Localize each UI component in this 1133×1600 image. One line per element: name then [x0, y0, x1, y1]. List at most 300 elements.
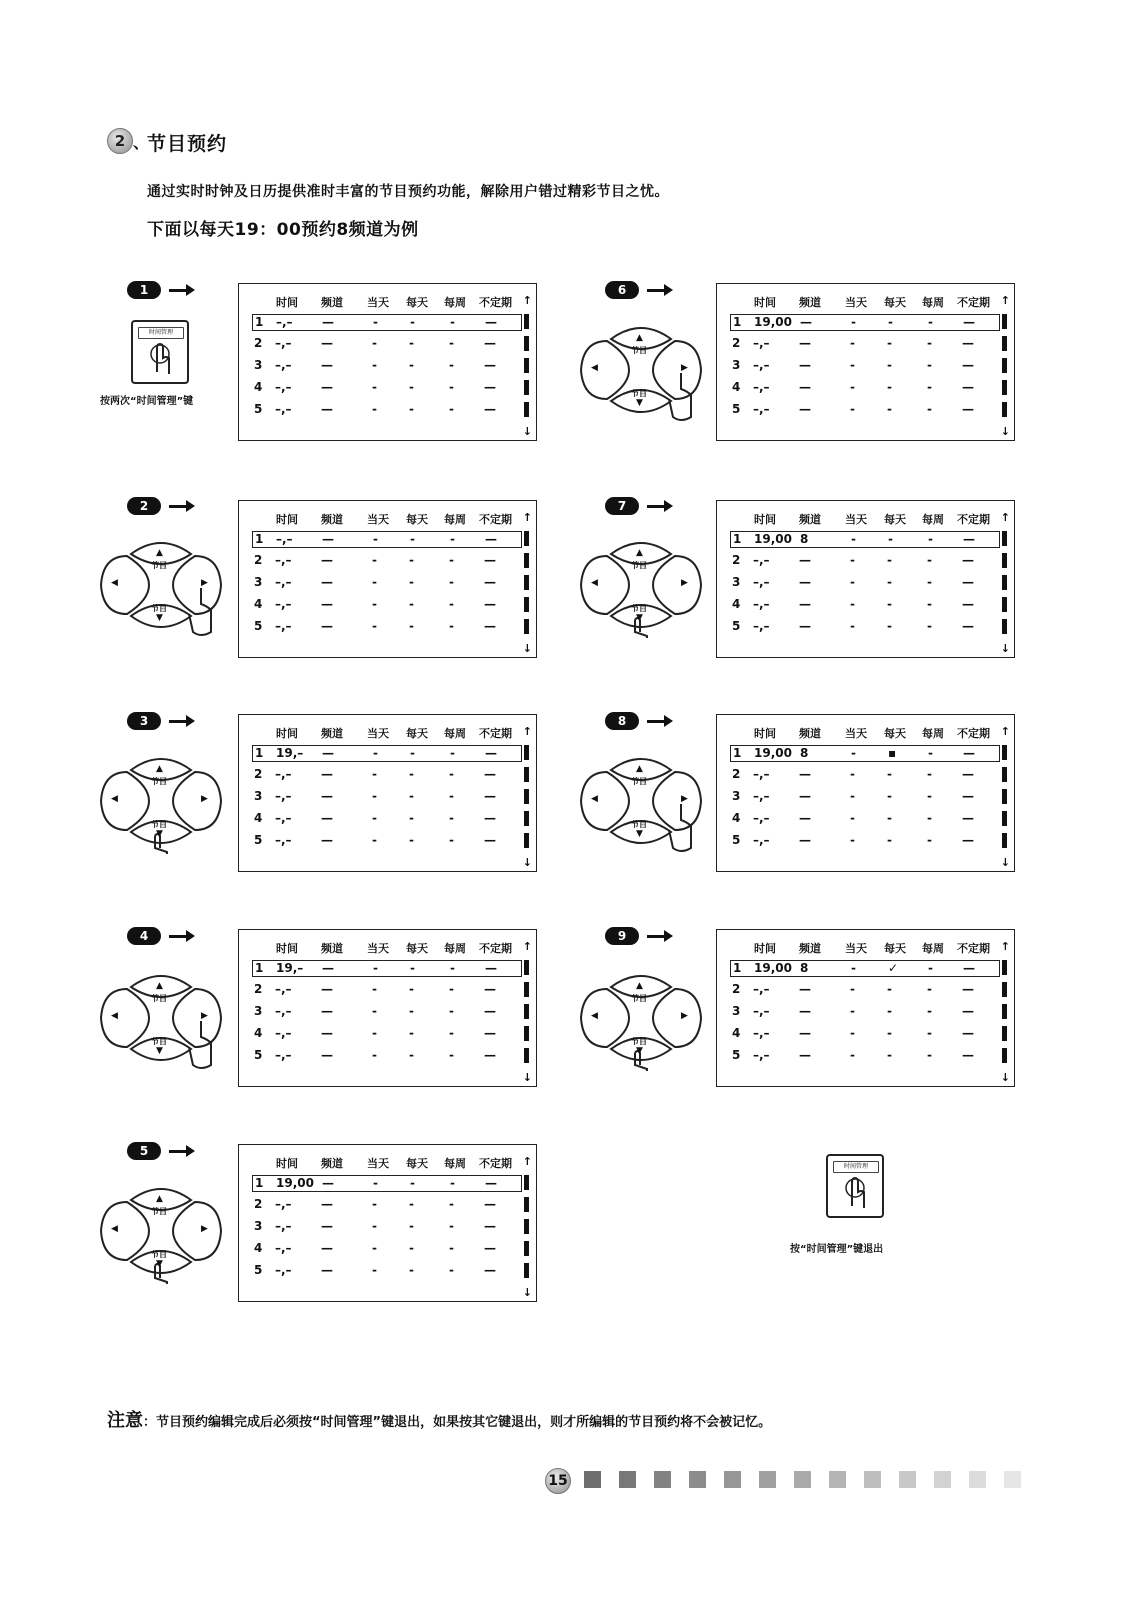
schedule-cell: - [850, 1048, 855, 1062]
schedule-cell: - [887, 380, 892, 394]
right-arrow-icon: ▶ [201, 578, 208, 588]
direction-pad[interactable] [577, 965, 705, 1071]
column-header: 当天 [367, 1157, 389, 1170]
schedule-row [717, 358, 1007, 378]
schedule-row [252, 1175, 522, 1192]
program-schedule-screen [716, 283, 1015, 441]
schedule-cell: — [484, 597, 496, 611]
pad-down-label: 节目 [631, 1037, 647, 1046]
column-header: 每周 [922, 296, 944, 309]
pad-right-button[interactable] [173, 1202, 221, 1260]
direction-pad[interactable] [577, 317, 705, 423]
footer-square [829, 1471, 846, 1488]
column-header: 当天 [367, 513, 389, 526]
schedule-cell: — [962, 553, 974, 567]
schedule-cell: - [449, 575, 454, 589]
pad-right-button[interactable] [173, 556, 221, 614]
scroll-up-icon: ↑ [522, 940, 532, 953]
schedule-cell: - [409, 767, 414, 781]
schedule-cell: - [887, 358, 892, 372]
schedule-cell: — [799, 1026, 811, 1040]
schedule-cell: - [450, 746, 455, 760]
schedule-cell: 4 [254, 380, 263, 394]
direction-pad[interactable] [577, 532, 705, 638]
pointing-finger-icon [828, 1156, 882, 1216]
up-arrow-icon: ▲ [636, 548, 643, 558]
schedule-cell: 3 [254, 1004, 263, 1018]
schedule-row [252, 960, 522, 977]
schedule-cell: - [928, 532, 933, 546]
column-header: 不定期 [957, 942, 990, 955]
down-arrow-icon: ▼ [156, 1046, 163, 1056]
scrollbar-segment [1002, 960, 1007, 975]
schedule-cell: - [449, 1048, 454, 1062]
schedule-cell: –,– [275, 1026, 292, 1040]
step-label [605, 927, 675, 947]
schedule-cell: - [927, 767, 932, 781]
schedule-cell: –,– [753, 597, 770, 611]
pad-left-button[interactable] [101, 772, 149, 830]
schedule-cell: –,– [753, 619, 770, 633]
program-schedule-screen [238, 1144, 537, 1302]
schedule-cell: - [927, 575, 932, 589]
schedule-cell: –,– [275, 982, 292, 996]
pointing-finger-icon [133, 322, 187, 382]
schedule-cell: –,– [275, 619, 292, 633]
pad-left-button[interactable] [101, 989, 149, 1047]
column-header: 时间 [276, 513, 298, 526]
schedule-cell: 1 [255, 532, 264, 546]
schedule-cell: ✓ [888, 961, 899, 975]
schedule-cell: 5 [254, 1263, 263, 1277]
column-header: 频道 [321, 942, 343, 955]
schedule-cell: - [409, 1263, 414, 1277]
section-title: 节目预约 [147, 133, 228, 155]
up-arrow-icon: ▲ [636, 981, 643, 991]
schedule-cell: - [409, 358, 414, 372]
schedule-cell: - [409, 982, 414, 996]
schedule-cell: 5 [732, 833, 741, 847]
pad-right-button[interactable] [173, 989, 221, 1047]
schedule-cell: — [484, 811, 496, 825]
schedule-cell: 3 [254, 575, 263, 589]
schedule-cell: — [485, 1176, 497, 1190]
schedule-cell: — [963, 961, 975, 975]
schedule-cell: — [321, 811, 333, 825]
schedule-cell: - [410, 315, 415, 329]
pad-down-label: 节目 [151, 1250, 167, 1259]
column-header: 时间 [754, 296, 776, 309]
schedule-row [239, 575, 529, 595]
step-label [605, 712, 675, 732]
schedule-cell: - [372, 619, 377, 633]
schedule-cell: - [851, 315, 856, 329]
schedule-cell: - [449, 380, 454, 394]
step-number: 4 [127, 927, 161, 945]
schedule-row [717, 597, 1007, 617]
footer-square [759, 1471, 776, 1488]
up-arrow-icon: ▲ [156, 981, 163, 991]
schedule-cell: - [927, 619, 932, 633]
pad-up-label: 节目 [151, 1207, 167, 1216]
schedule-cell: - [449, 597, 454, 611]
schedule-cell: - [887, 1026, 892, 1040]
column-header: 每天 [406, 727, 428, 740]
schedule-cell: - [449, 619, 454, 633]
schedule-cell: 2 [254, 982, 263, 996]
pad-up-label: 节目 [151, 561, 167, 570]
schedule-cell: — [799, 833, 811, 847]
scroll-down-icon: ↓ [1000, 856, 1010, 869]
schedule-row [239, 1004, 529, 1024]
schedule-cell: — [962, 1004, 974, 1018]
schedule-cell: — [485, 961, 497, 975]
schedule-cell: - [850, 1004, 855, 1018]
schedule-cell: - [887, 336, 892, 350]
schedule-cell: - [850, 597, 855, 611]
schedule-cell: 2 [254, 553, 263, 567]
left-arrow-icon: ◀ [591, 1011, 598, 1021]
column-header: 当天 [845, 727, 867, 740]
step-arrow-icon [169, 505, 187, 508]
schedule-row [717, 767, 1007, 787]
column-header: 当天 [845, 513, 867, 526]
step-label [127, 281, 197, 301]
column-header: 时间 [754, 513, 776, 526]
schedule-cell: — [963, 315, 975, 329]
schedule-cell: –,– [275, 597, 292, 611]
schedule-cell: — [321, 767, 333, 781]
step-arrow-icon [647, 935, 665, 938]
schedule-cell: — [963, 532, 975, 546]
scroll-down-icon: ↓ [522, 642, 532, 655]
schedule-cell: - [888, 315, 893, 329]
pad-down-label: 节目 [151, 1037, 167, 1046]
step-number: 9 [605, 927, 639, 945]
schedule-cell: — [799, 789, 811, 803]
schedule-cell: –,– [275, 1004, 292, 1018]
schedule-cell: - [373, 315, 378, 329]
scroll-down-icon: ↓ [1000, 425, 1010, 438]
pad-down-label: 节目 [151, 820, 167, 829]
schedule-cell: — [799, 402, 811, 416]
schedule-row [717, 1026, 1007, 1046]
scrollbar-segment [524, 314, 529, 329]
schedule-cell: 1 [733, 532, 742, 546]
schedule-row [239, 811, 529, 831]
column-header: 时间 [276, 1157, 298, 1170]
column-header: 频道 [799, 296, 821, 309]
schedule-cell: 3 [732, 358, 741, 372]
schedule-cell: - [449, 789, 454, 803]
schedule-cell: — [321, 1197, 333, 1211]
schedule-cell: 19,00 [276, 1176, 314, 1190]
scroll-down-icon: ↓ [522, 856, 532, 869]
schedule-cell: - [927, 553, 932, 567]
schedule-cell: - [373, 532, 378, 546]
schedule-cell: 5 [254, 619, 263, 633]
schedule-cell: - [887, 1004, 892, 1018]
schedule-cell: - [927, 380, 932, 394]
schedule-cell: — [484, 553, 496, 567]
schedule-cell: - [449, 767, 454, 781]
schedule-row [730, 314, 1000, 331]
schedule-cell: 2 [732, 767, 741, 781]
schedule-cell: –,– [753, 380, 770, 394]
pad-right-button[interactable] [653, 341, 701, 399]
schedule-cell: - [850, 553, 855, 567]
schedule-cell: 2 [254, 336, 263, 350]
right-arrow-icon: ▶ [201, 1011, 208, 1021]
schedule-cell: — [962, 358, 974, 372]
schedule-cell: - [449, 811, 454, 825]
up-arrow-icon: ▲ [156, 1194, 163, 1204]
schedule-cell: — [799, 380, 811, 394]
schedule-row [239, 380, 529, 400]
column-header: 每周 [444, 727, 466, 740]
pad-left-button[interactable] [581, 341, 629, 399]
scroll-down-icon: ↓ [522, 425, 532, 438]
schedule-cell: - [887, 982, 892, 996]
schedule-cell: — [962, 619, 974, 633]
column-header: 不定期 [479, 727, 512, 740]
schedule-cell: 5 [254, 1048, 263, 1062]
schedule-cell: –,– [275, 1048, 292, 1062]
direction-pad[interactable] [97, 965, 225, 1071]
column-header: 时间 [754, 942, 776, 955]
pad-right-button[interactable] [653, 772, 701, 830]
footer-square [654, 1471, 671, 1488]
right-arrow-icon: ▶ [681, 363, 688, 373]
schedule-cell: –,– [275, 1197, 292, 1211]
step-number: 6 [605, 281, 639, 299]
pad-down-label: 节目 [631, 389, 647, 398]
column-header: 不定期 [957, 727, 990, 740]
schedule-cell: - [449, 336, 454, 350]
pad-right-button[interactable] [173, 772, 221, 830]
schedule-cell: — [484, 1026, 496, 1040]
column-header: 频道 [321, 296, 343, 309]
schedule-row [717, 553, 1007, 573]
column-header: 每天 [884, 942, 906, 955]
pad-down-label: 节目 [631, 604, 647, 613]
schedule-cell: — [799, 358, 811, 372]
schedule-cell: — [962, 789, 974, 803]
schedule-row [717, 1004, 1007, 1024]
schedule-cell: — [321, 1241, 333, 1255]
column-header: 每天 [884, 296, 906, 309]
schedule-cell: — [321, 402, 333, 416]
direction-pad[interactable] [97, 748, 225, 854]
scrollbar-segment [1002, 531, 1007, 546]
footer-square [969, 1471, 986, 1488]
schedule-cell: - [373, 746, 378, 760]
schedule-row [252, 314, 522, 331]
schedule-cell: 4 [254, 1026, 263, 1040]
schedule-cell: - [851, 746, 856, 760]
schedule-cell: 1 [255, 1176, 264, 1190]
scroll-up-icon: ↑ [1000, 725, 1010, 738]
schedule-cell: - [372, 1263, 377, 1277]
step-label [127, 1142, 197, 1162]
pad-right-button[interactable] [653, 989, 701, 1047]
direction-pad[interactable] [577, 748, 705, 854]
schedule-cell: –,– [753, 833, 770, 847]
schedule-cell: — [962, 380, 974, 394]
scroll-up-icon: ↑ [1000, 294, 1010, 307]
schedule-cell: — [484, 833, 496, 847]
schedule-cell: — [322, 532, 334, 546]
footer-square [724, 1471, 741, 1488]
schedule-cell: –,– [753, 1004, 770, 1018]
press-twice-caption: 按两次“时间管理”键 [100, 396, 194, 407]
schedule-row [239, 597, 529, 617]
column-header: 频道 [321, 513, 343, 526]
schedule-cell: - [372, 833, 377, 847]
schedule-cell: - [850, 789, 855, 803]
schedule-cell: 3 [254, 789, 263, 803]
schedule-cell: - [409, 597, 414, 611]
pad-up-label: 节目 [151, 994, 167, 1003]
schedule-cell: - [410, 532, 415, 546]
column-header: 每天 [406, 513, 428, 526]
step-number: 2 [127, 497, 161, 515]
schedule-cell: 1 [733, 961, 742, 975]
schedule-cell: 5 [732, 402, 741, 416]
schedule-row [730, 960, 1000, 977]
down-arrow-icon: ▼ [636, 398, 643, 408]
schedule-cell: - [409, 619, 414, 633]
schedule-cell: - [850, 1026, 855, 1040]
column-header: 时间 [276, 727, 298, 740]
schedule-cell: 5 [732, 619, 741, 633]
pad-up-label: 节目 [151, 777, 167, 786]
schedule-cell: - [449, 1026, 454, 1040]
pad-left-button[interactable] [101, 556, 149, 614]
pad-left-button[interactable] [581, 556, 629, 614]
step-arrow-icon [169, 289, 187, 292]
schedule-cell: - [372, 1048, 377, 1062]
scrollbar-segment [524, 1175, 529, 1190]
schedule-row [239, 358, 529, 378]
schedule-cell: - [372, 811, 377, 825]
schedule-cell: - [409, 811, 414, 825]
step-number: 1 [127, 281, 161, 299]
schedule-row [239, 1263, 529, 1283]
schedule-cell: –,– [753, 358, 770, 372]
schedule-cell: — [799, 1048, 811, 1062]
schedule-row [717, 402, 1007, 422]
schedule-cell: 4 [732, 1026, 741, 1040]
schedule-cell: — [485, 532, 497, 546]
scroll-up-icon: ↑ [522, 294, 532, 307]
footer-square [794, 1471, 811, 1488]
schedule-cell: - [850, 402, 855, 416]
schedule-cell: - [372, 789, 377, 803]
schedule-cell: - [927, 1048, 932, 1062]
schedule-row [239, 1197, 529, 1217]
note [107, 1406, 771, 1432]
schedule-cell: — [484, 336, 496, 350]
schedule-cell: - [850, 380, 855, 394]
schedule-cell: 1 [255, 315, 264, 329]
schedule-cell: 3 [254, 358, 263, 372]
schedule-cell: - [449, 402, 454, 416]
schedule-cell: –,– [275, 789, 292, 803]
pad-left-button[interactable] [581, 989, 629, 1047]
step-arrow-icon [647, 720, 665, 723]
step-label [127, 712, 197, 732]
schedule-cell: 2 [254, 767, 263, 781]
schedule-cell: - [449, 1263, 454, 1277]
scrollbar-segment [1002, 745, 1007, 760]
schedule-cell: - [927, 1026, 932, 1040]
down-arrow-icon: ▼ [636, 613, 643, 623]
schedule-cell: - [372, 597, 377, 611]
schedule-cell: - [887, 575, 892, 589]
schedule-cell: - [373, 1176, 378, 1190]
schedule-row [239, 553, 529, 573]
time-management-button-label: 时间管理 [138, 327, 184, 339]
schedule-cell: –,– [753, 1026, 770, 1040]
schedule-cell: 1 [255, 746, 264, 760]
schedule-cell: ▪ [888, 746, 897, 760]
column-header: 频道 [321, 727, 343, 740]
schedule-cell: - [887, 767, 892, 781]
left-arrow-icon: ◀ [591, 578, 598, 588]
schedule-cell: — [321, 336, 333, 350]
time-management-button[interactable] [131, 320, 189, 384]
schedule-cell: — [322, 746, 334, 760]
schedule-cell: 3 [732, 1004, 741, 1018]
time-management-exit-button[interactable] [826, 1154, 884, 1218]
right-arrow-icon: ▶ [681, 1011, 688, 1021]
schedule-cell: — [799, 1004, 811, 1018]
direction-pad[interactable] [97, 532, 225, 638]
schedule-cell: — [484, 1197, 496, 1211]
schedule-row [239, 1048, 529, 1068]
schedule-cell: - [372, 767, 377, 781]
column-header: 每周 [444, 1157, 466, 1170]
schedule-cell: — [962, 336, 974, 350]
schedule-row [239, 402, 529, 422]
pad-right-button[interactable] [653, 556, 701, 614]
program-schedule-screen [716, 714, 1015, 872]
schedule-cell: — [484, 619, 496, 633]
direction-pad[interactable] [97, 1178, 225, 1284]
schedule-cell: 19,00 [754, 961, 792, 975]
step-label [127, 497, 197, 517]
right-arrow-icon: ▶ [681, 794, 688, 804]
schedule-cell: — [322, 961, 334, 975]
column-header: 每周 [922, 513, 944, 526]
schedule-cell: — [484, 767, 496, 781]
schedule-cell: 2 [732, 982, 741, 996]
schedule-cell: 2 [254, 1197, 263, 1211]
pad-left-button[interactable] [101, 1202, 149, 1260]
schedule-row [252, 745, 522, 762]
schedule-cell: –,– [753, 789, 770, 803]
schedule-cell: — [799, 553, 811, 567]
time-management-exit-button-label: 时间管理 [833, 1161, 879, 1173]
schedule-cell: –,– [753, 402, 770, 416]
pad-left-button[interactable] [581, 772, 629, 830]
schedule-cell: 19,00 [754, 746, 792, 760]
schedule-row [717, 380, 1007, 400]
scroll-up-icon: ↑ [522, 511, 532, 524]
schedule-row [239, 619, 529, 639]
schedule-cell: - [927, 1004, 932, 1018]
